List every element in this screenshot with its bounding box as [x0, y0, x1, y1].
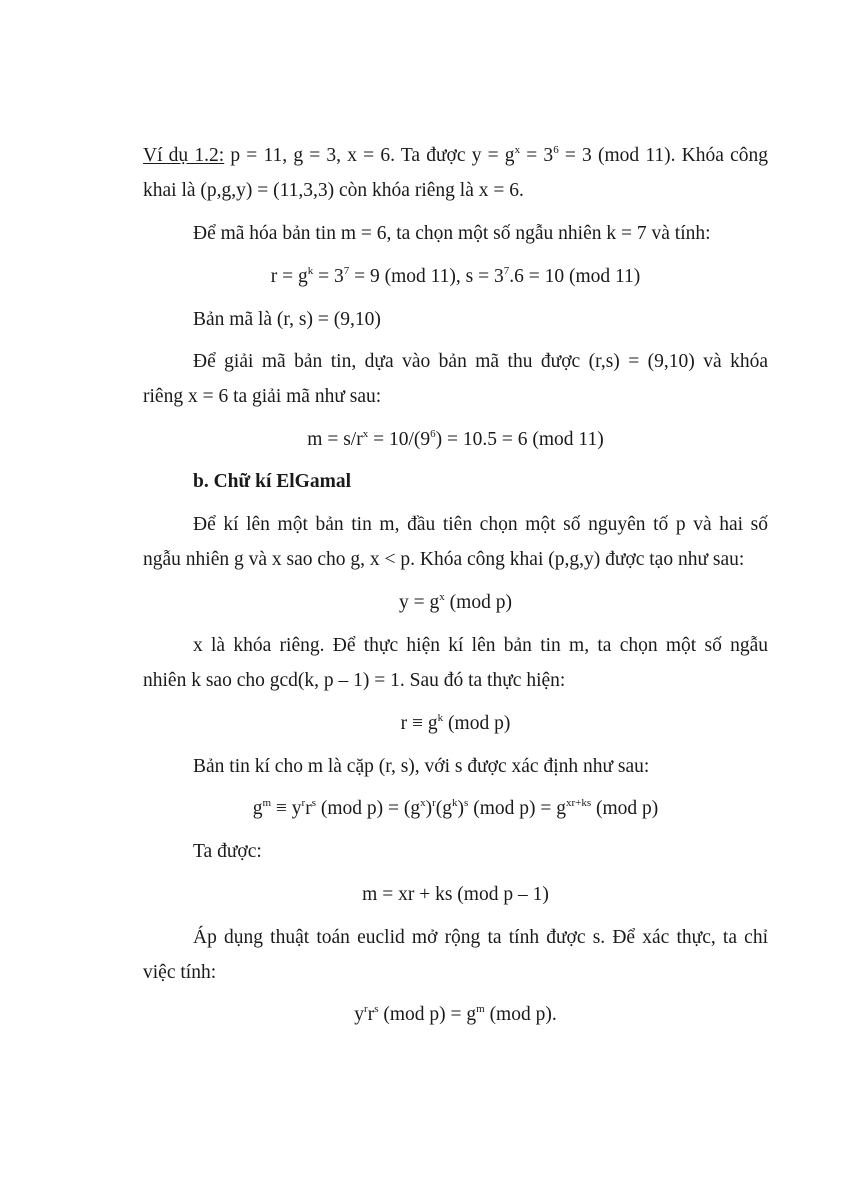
sign-line-8: việc tính: — [143, 962, 217, 983]
sign-line-6: Ta được: — [193, 841, 262, 862]
public-key-equation: $y = g^x$ (mod p) — [399, 591, 512, 613]
r-equation: $r \equiv g^k$ (mod p) — [400, 712, 511, 734]
example-line-2: khai là (p,g,y) = (11,3,3) còn khóa riêng là x = 6. — [143, 180, 524, 201]
sign-line-7: Áp dụng thuật toán euclid mở rộng ta tính được s. Để xác thực, ta chỉ — [193, 927, 768, 948]
encrypt-equation: $r = g^k = 3^7 = 9$ (mod 11), $s = 3^7.6 = 10$ (mod 11) — [270, 265, 641, 287]
encrypt-intro: Để mã hóa bản tin m = 6, ta chọn một số ngẫu nhiên k = 7 và tính: — [193, 223, 711, 244]
example-line-1: Ví dụ 1.2: p = 11, g = 3, x = 6. Ta được $y = g^x = 3^6 = 3$ (mod 11). Khóa công — [143, 144, 769, 166]
sign-line-1: Để kí lên một bản tin m, đầu tiên chọn một số nguyên tố p và hai số — [193, 514, 768, 535]
s-equation: m = xr + ks (mod p – 1) — [362, 884, 549, 905]
example-label: Ví dụ 1.2: — [143, 145, 225, 166]
decrypt-line-2: riêng x = 6 ta giải mã như sau: — [143, 386, 382, 407]
signature-equation: $g^m \equiv y^rr^s$ (mod $p) = (g^x)^r(g^k)^s$ (mod $p) = g^{xr+ks}$ (mod p) — [252, 797, 659, 819]
ciphertext-line: Bản mã là (r, s) = (9,10) — [193, 309, 381, 330]
sign-line-5: Bản tin kí cho m là cặp (r, s), với s được xác định như sau: — [193, 756, 650, 777]
sign-line-2: ngẫu nhiên g và x sao cho g, x < p. Khóa công khai (p,g,y) được tạo như sau: — [143, 549, 745, 570]
sign-line-4: nhiên k sao cho gcd(k, p – 1) = 1. Sau đó ta thực hiện: — [143, 670, 566, 691]
decrypt-line-1: Để giải mã bản tin, dựa vào bản mã thu được (r,s) = (9,10) và khóa — [193, 351, 768, 372]
sign-line-3: x là khóa riêng. Để thực hiện kí lên bản tin m, ta chọn một số ngẫu — [193, 635, 768, 656]
section-heading: b. Chữ kí ElGamal — [193, 471, 351, 492]
verify-equation: $y^rr^s$ (mod $p) = g^m$ (mod p). — [354, 1003, 557, 1025]
decrypt-equation: $m = s/r^x = 10/(9^6) = 10.5 = 6$ (mod 11) — [307, 428, 604, 450]
